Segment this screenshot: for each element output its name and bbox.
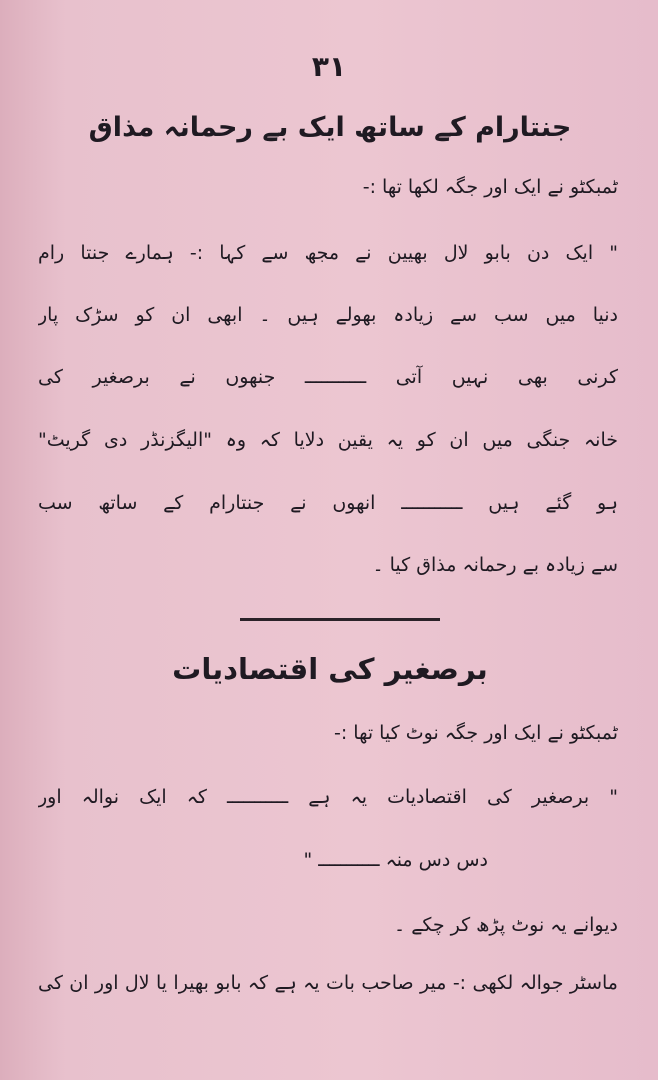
section2-line-4: ماسٹر جوالہ لکھی :- میر صاحب بات یہ ہے کہ بابو بھیرا یا لال اور ان کی	[38, 972, 618, 994]
section1-line-2: دنیا میں سب سے زیادہ بھولے ہیں ۔ ابھی ان کو سڑک پار	[38, 304, 618, 326]
section1-line-3: کرنی بھی نہیں آتی ـــــــــــ جنھوں نے برصغیر کی	[38, 366, 618, 388]
section1-line-1: " ایک دن بابو لال بھیین نے مجھ سے کہا :- ہمارے جنتا رام	[38, 242, 618, 264]
section-divider	[240, 618, 440, 621]
section1-intro: ٹمبکٹو نے ایک اور جگہ لکھا تھا :-	[362, 176, 618, 198]
section2-line-1: " برصغیر کی اقتصادیات یہ ہے ـــــــــــ کہ ایک نوالہ اور	[38, 786, 618, 808]
section-heading-jantaram: جنتارام کے ساتھ ایک بے رحمانہ مذاق	[88, 112, 572, 143]
section2-line-2: دس دس منہ ـــــــــــ "	[303, 849, 488, 871]
section-heading-economics: برصغیر کی اقتصادیات	[172, 652, 488, 686]
page-number: ۳۱	[311, 50, 347, 83]
section1-line-4: خانہ جنگی میں ان کو یہ یقین دلایا کہ وہ "الیگزنڈر دی گریٹ"	[38, 429, 618, 451]
section1-line-6: سے زیادہ بے رحمانہ مذاق کیا ۔	[372, 554, 618, 576]
section1-line-5: ہو گئے ہیں ـــــــــــ انھوں نے جنتارام کے ساتھ سب	[38, 492, 618, 514]
section2-intro: ٹمبکٹو نے ایک اور جگہ نوٹ کیا تھا :-	[333, 722, 618, 744]
section2-line-3: دیوانے یہ نوٹ پڑھ کر چکے ۔	[394, 914, 618, 936]
